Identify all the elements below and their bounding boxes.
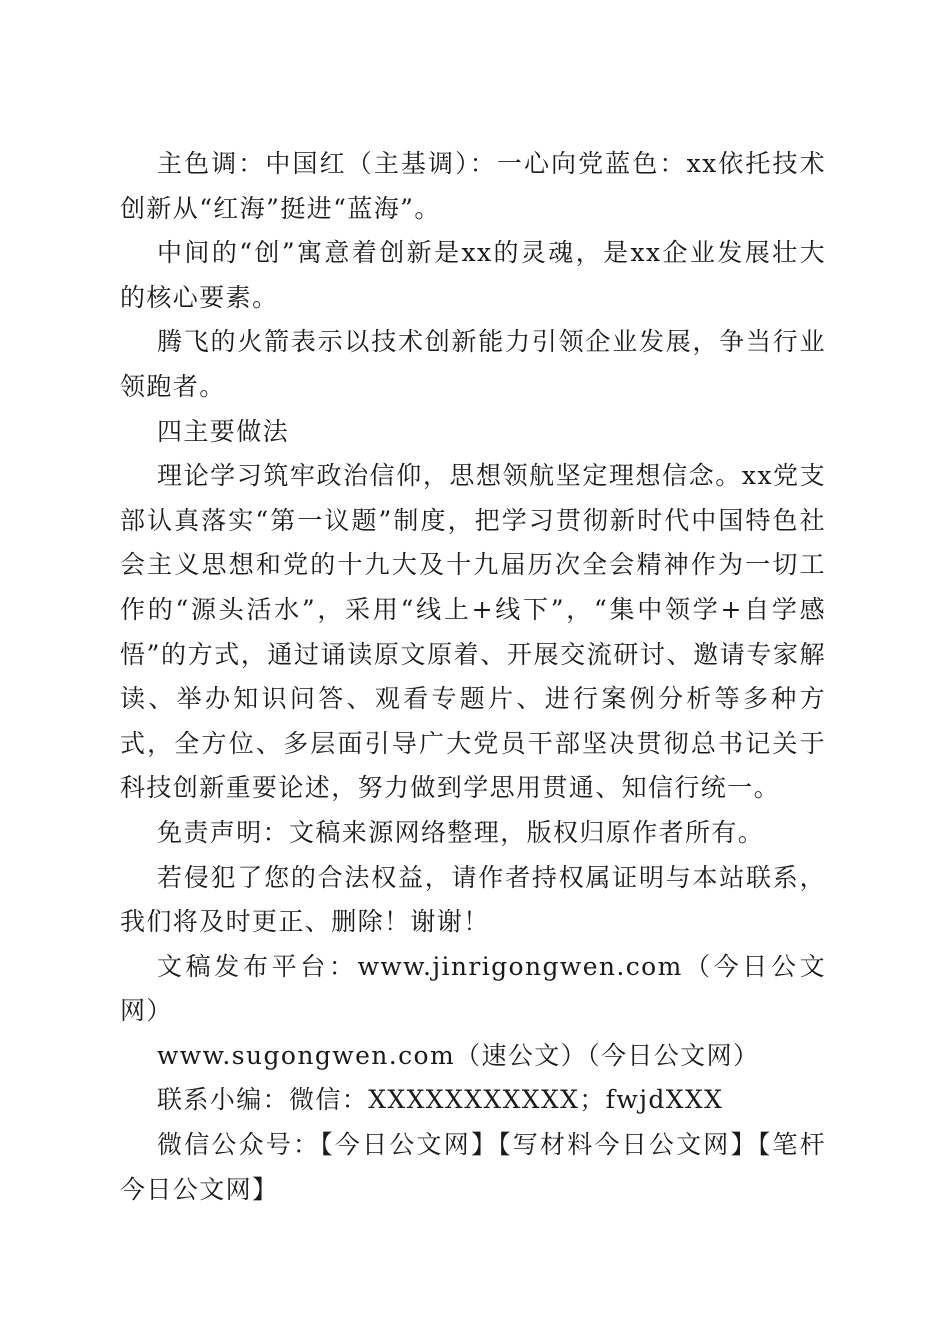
paragraph-sugongwen-site: www.sugongwen.com（速公文）（今日公文网） [157, 1040, 760, 1070]
paragraph-theory-study: 理论学习筑牢政治信仰，思想领航坚定理想信念。xx党支部认真落实“第一议题”制度，把学习贯彻新时代中国特色社会主义思想和党的十九大及十九届历次全会精神作为一切工作的“源头活水”，采用“线上+线下”，“集中领学+自学感悟”的方式，通过诵读原文原着、开展交流研讨、邀请专家解读、举办知识问答、观看专题片、进行案例分析等多种方式，全方位、多层面引导广大党员干部坚决贯彻总书记关于科技创新重要论述，努力做到学思用贯通、知信行统一。 [120, 461, 826, 803]
paragraph-publish-platform: 文稿发布平台：www.jinrigongwen.com（今日公文网） [120, 951, 826, 1026]
document-body [120, 142, 826, 1212]
paragraph-wechat-accounts: 微信公众号：【今日公文网】【写材料今日公文网】【笔杆今日公文网】 [120, 1130, 826, 1204]
paragraph-disclaimer: 免责声明：文稿来源网络整理，版权归原作者所有。 [157, 817, 765, 847]
paragraph-contact-editor: 联系小编：微信：XXXXXXXXXXX；fwjdXXX [157, 1085, 724, 1115]
paragraph-infringement-notice: 若侵犯了您的合法权益，请作者持权属证明与本站联系，我们将及时更正、删除！谢谢！ [120, 862, 826, 937]
paragraph-rocket-meaning: 腾飞的火箭表示以技术创新能力引领企业发展，争当行业领跑者。 [120, 327, 826, 401]
section-heading-main-practices: 四主要做法 [157, 416, 290, 446]
paragraph-chuang-meaning: 中间的“创”寓意着创新是xx的灵魂，是xx企业发展壮大的核心要素。 [120, 238, 826, 312]
paragraph-color-theme: 主色调：中国红（主基调）：一心向党蓝色：xx依托技术创新从“红海”挺进“蓝海”。 [120, 149, 826, 223]
